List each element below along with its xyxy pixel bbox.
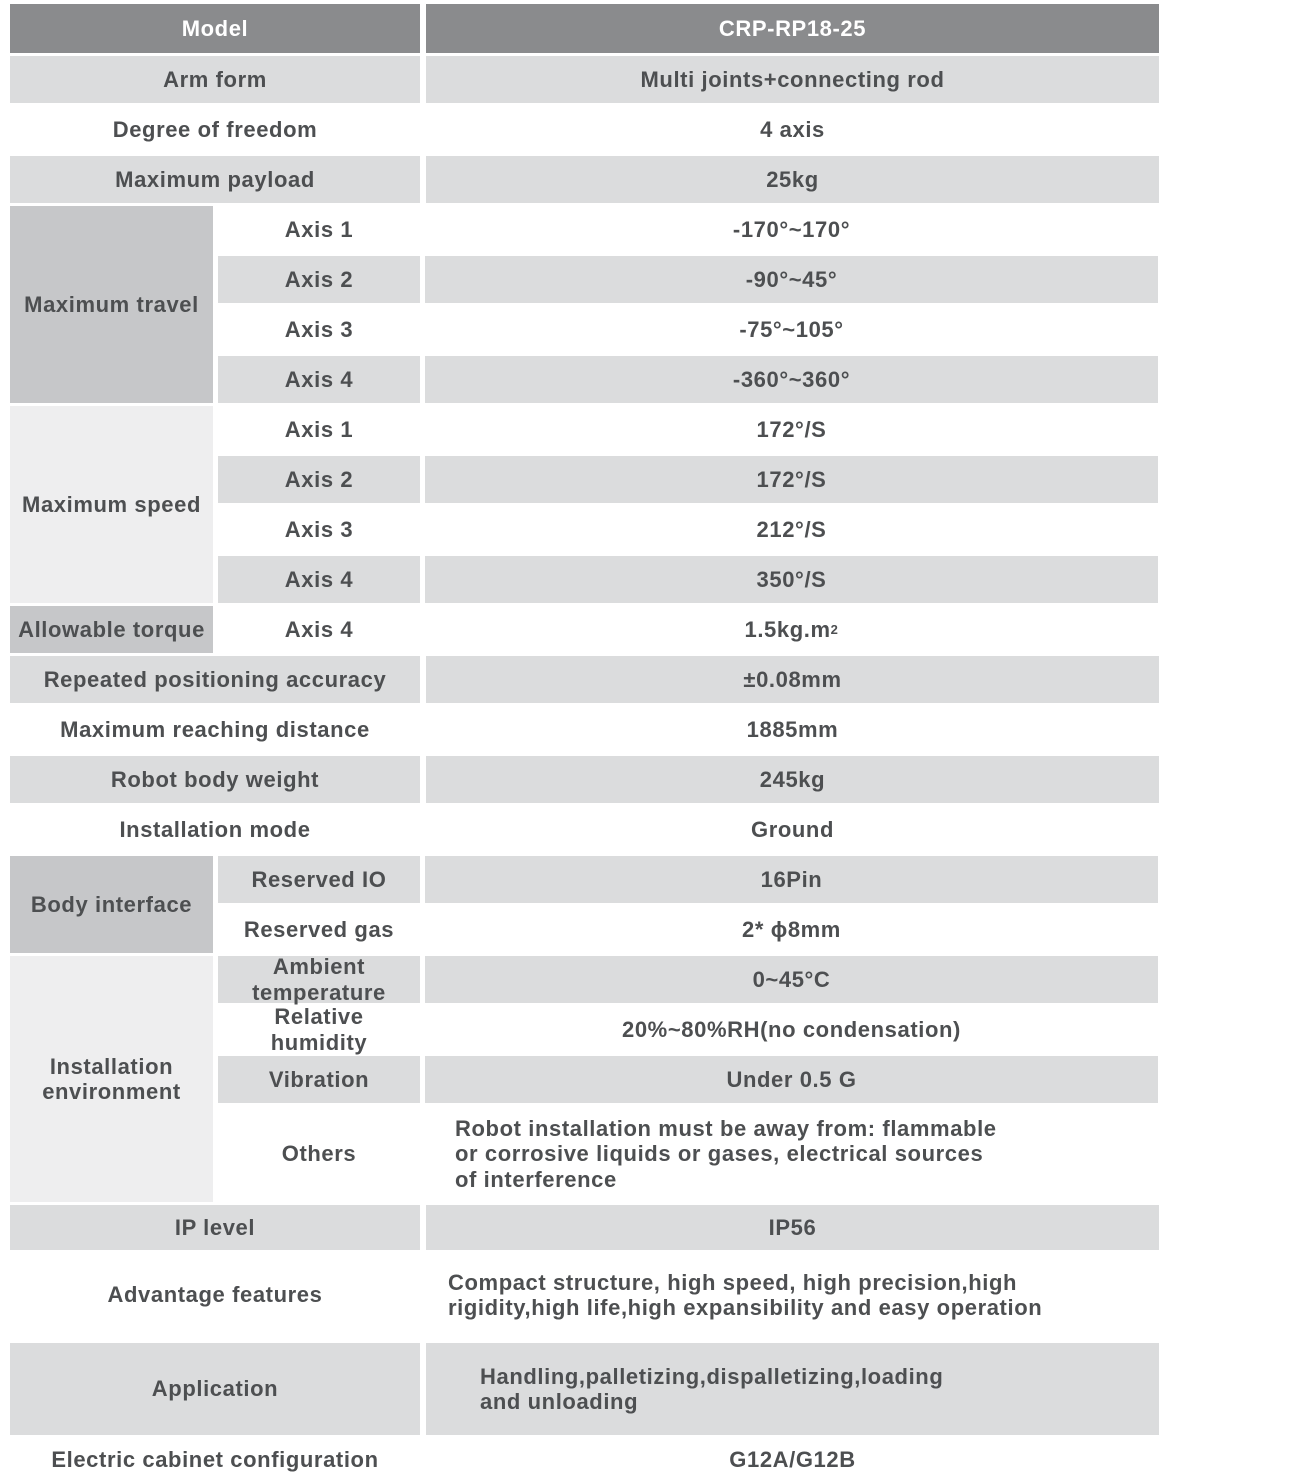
reaching-distance-value: 1885mm (746, 716, 839, 742)
degree-of-freedom-value: 4 axis (760, 116, 825, 142)
row-electric-cabinet (10, 1439, 1312, 1481)
reserved-gas-label: Reserved gas (243, 916, 395, 942)
travel-axis-1-label: Axis 1 (284, 216, 354, 242)
table-row (218, 906, 1158, 953)
speed-axis-1-value: 172°/S (756, 416, 827, 442)
row-arm-form (10, 56, 1312, 103)
group-maximum-travel (10, 206, 1312, 403)
row-reaching-distance (10, 706, 1312, 753)
vibration-value: Under 0.5 G (425, 1056, 1158, 1103)
row-installation-mode (10, 806, 1312, 853)
reserved-gas-value: 2* ϕ8mm (742, 916, 841, 942)
torque-value-text: 1.5kg.m (744, 616, 831, 642)
row-advantage-features (10, 1253, 1312, 1337)
table-row (218, 1106, 1158, 1202)
maximum-speed-label: Maximum speed (10, 406, 213, 603)
travel-axis-4-value: -360°~360° (425, 356, 1158, 403)
others-value: Robot installation must be away from: flammable or corrosive liquids or gases, electrical sources of interference (455, 1116, 997, 1192)
table-row (218, 1006, 1158, 1053)
group-allowable-torque (10, 606, 1312, 653)
relative-humidity-value: 20%~80%RH(no condensation) (622, 1016, 961, 1042)
installation-mode-label: Installation mode (119, 816, 311, 842)
electric-cabinet-label: Electric cabinet configuration (51, 1447, 379, 1473)
electric-cabinet-value: G12A/G12B (729, 1447, 856, 1473)
row-maximum-payload (10, 156, 1312, 203)
travel-axis-2-label: Axis 2 (218, 256, 420, 303)
body-interface-label: Body interface (10, 856, 213, 953)
table-row (218, 606, 1158, 653)
arm-form-label: Arm form (10, 56, 420, 103)
table-row (218, 356, 1158, 403)
advantage-features-label: Advantage features (107, 1282, 323, 1308)
installation-mode-value: Ground (750, 816, 835, 842)
vibration-label: Vibration (218, 1056, 420, 1103)
positioning-accuracy-value: ±0.08mm (426, 656, 1159, 703)
table-row (218, 506, 1158, 553)
ip-level-value: IP56 (426, 1205, 1159, 1250)
group-body-interface (10, 856, 1312, 953)
maximum-payload-value: 25kg (426, 156, 1159, 203)
table-row (218, 306, 1158, 353)
application-value: Handling,palletizing,dispalletizing,loading and unloading (426, 1343, 1159, 1435)
table-row (218, 206, 1158, 253)
travel-axis-3-label: Axis 3 (284, 316, 354, 342)
positioning-accuracy-label: Repeated positioning accuracy (10, 656, 420, 703)
reaching-distance-label: Maximum reaching distance (60, 716, 370, 742)
table-row (218, 406, 1158, 453)
travel-axis-1-value: -170°~170° (732, 216, 851, 242)
group-installation-environment (10, 956, 1312, 1202)
speed-axis-3-label: Axis 3 (284, 516, 354, 542)
table-row (218, 556, 1158, 603)
allowable-torque-label: Allowable torque (10, 606, 213, 653)
travel-axis-2-value: -90°~45° (425, 256, 1158, 303)
installation-environment-label: Installation environment (10, 956, 213, 1202)
reserved-io-label: Reserved IO (218, 856, 420, 903)
degree-of-freedom-label: Degree of freedom (112, 116, 318, 142)
ambient-temperature-label: Ambient temperature (218, 956, 420, 1003)
body-weight-value: 245kg (426, 756, 1159, 803)
application-label: Application (10, 1343, 420, 1435)
model-value: CRP-RP18-25 (426, 4, 1159, 53)
row-application (10, 1343, 1312, 1435)
row-degree-of-freedom (10, 106, 1312, 153)
advantage-features-value: Compact structure, high speed, high precision,high rigidity,high life,high expansibility and easy operation (448, 1269, 1043, 1320)
torque-axis-4-value: 1.5kg.m 2 (744, 616, 839, 642)
speed-axis-1-label: Axis 1 (284, 416, 354, 442)
ip-level-label: IP level (10, 1205, 420, 1250)
body-weight-label: Robot body weight (10, 756, 420, 803)
speed-axis-2-value: 172°/S (425, 456, 1158, 503)
travel-axis-4-label: Axis 4 (218, 356, 420, 403)
arm-form-value: Multi joints+connecting rod (426, 56, 1159, 103)
table-row (218, 956, 1158, 1003)
others-label: Others (281, 1141, 357, 1167)
table-row (218, 856, 1158, 903)
torque-axis-4-label: Axis 4 (284, 616, 354, 642)
maximum-travel-label: Maximum travel (10, 206, 213, 403)
relative-humidity-label: Relative humidity (270, 1004, 368, 1055)
speed-axis-4-value: 350°/S (425, 556, 1158, 603)
row-body-weight (10, 756, 1312, 803)
ambient-temperature-value: 0~45°C (425, 956, 1158, 1003)
speed-axis-4-label: Axis 4 (218, 556, 420, 603)
row-ip-level (10, 1205, 1312, 1250)
reserved-io-value: 16Pin (425, 856, 1158, 903)
travel-axis-3-value: -75°~105° (739, 316, 844, 342)
group-maximum-speed (10, 406, 1312, 603)
row-model (10, 4, 1312, 53)
model-label: Model (10, 4, 420, 53)
maximum-payload-label: Maximum payload (10, 156, 420, 203)
table-row (218, 456, 1158, 503)
table-row (218, 1056, 1158, 1103)
table-row (218, 256, 1158, 303)
row-positioning-accuracy (10, 656, 1312, 703)
speed-axis-3-value: 212°/S (756, 516, 827, 542)
speed-axis-2-label: Axis 2 (218, 456, 420, 503)
